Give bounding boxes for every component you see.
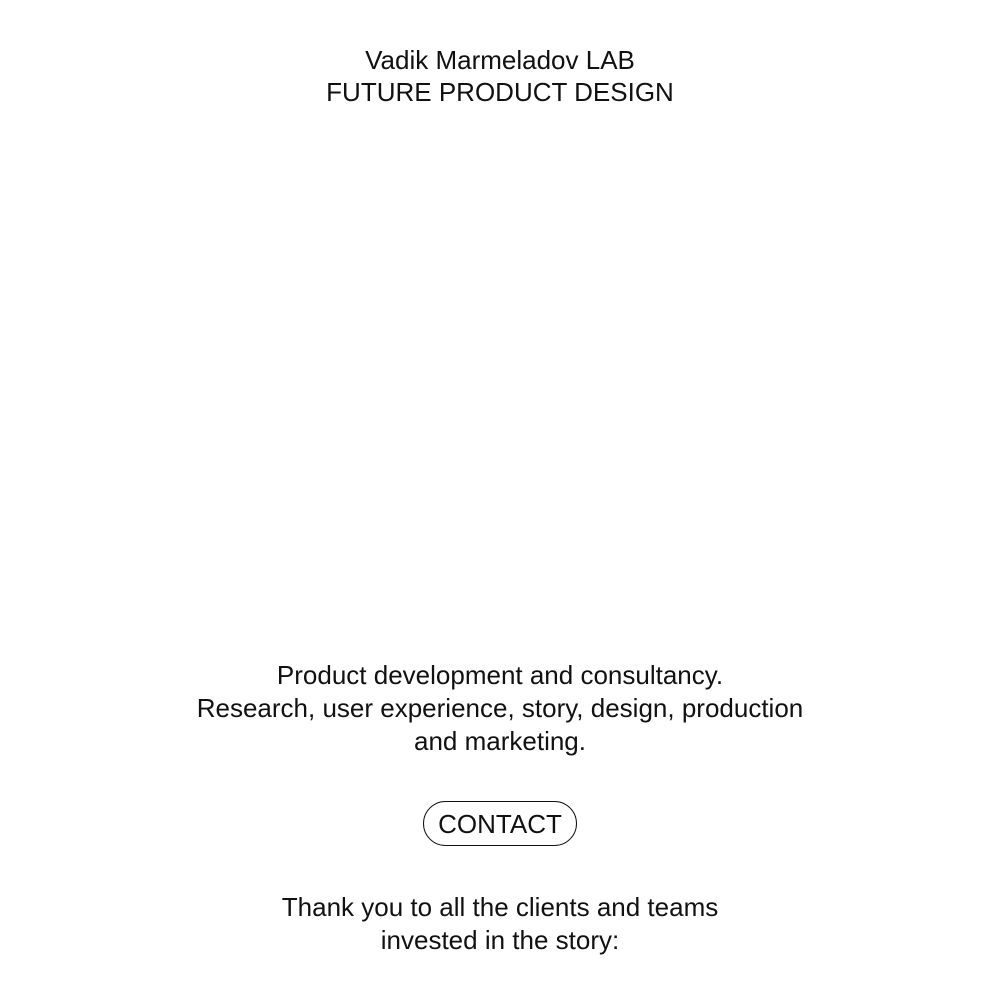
thanks-line: Thank you to all the clients and teams [281, 892, 719, 922]
contact-section [0, 801, 1000, 846]
thanks-line: invested in the story: [380, 925, 620, 955]
description-line: Product development and consultancy. [276, 660, 724, 690]
thanks-section [0, 891, 1000, 957]
brand-tagline: FUTURE PRODUCT DESIGN [326, 77, 674, 107]
contact-button[interactable]: CONTACT [423, 801, 577, 846]
brand-name[interactable]: Vadik Marmeladov LAB [365, 45, 635, 75]
site-header [0, 44, 1000, 108]
description-line: and marketing. [414, 726, 586, 756]
description-line: Research, user experience, story, design, production [196, 693, 804, 723]
services-description [0, 659, 1000, 758]
